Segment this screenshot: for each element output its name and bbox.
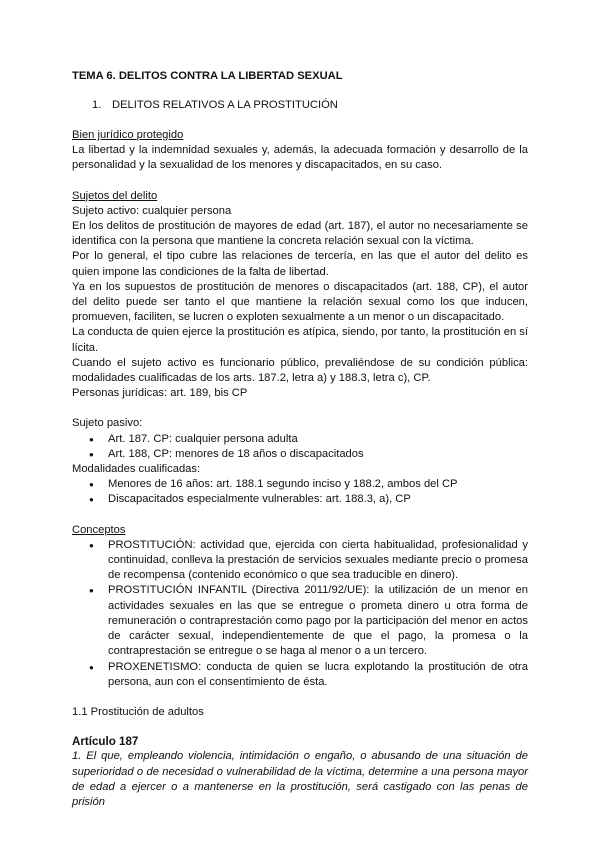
sujetos-paragraph: Ya en los supuestos de prostitución de menores o discapacitados (art. 188, CP), el autor del delito puede ser tanto el que mantiene la relación sexual como los que inducen, promueven, faciliten, se lucren o exploten sexualmente a un menor o un discapacitado. bbox=[72, 280, 528, 324]
list-item: ● Art. 188, CP: menores de 18 años o discapacitados bbox=[72, 447, 528, 462]
sujeto-pasivo-heading: Sujeto pasivo: bbox=[72, 417, 143, 430]
bien-juridico-heading: Bien jurídico protegido bbox=[72, 129, 184, 141]
section-number: 1. bbox=[92, 99, 102, 111]
sujetos-paragraph: En los delitos de prostitución de mayores de edad (art. 187), el autor no necesariamente se identifica con la persona que mantiene la concreta relación sexual con la víctima. bbox=[72, 220, 528, 248]
sujetos-paragraph: Por lo general, el tipo cubre las relaciones de tercería, en las que el autor del delito es quien impone las condiciones de la falta de libertad. bbox=[72, 250, 528, 278]
list-item: ● Discapacitados especialmente vulnerables: art. 188.3, a), CP bbox=[72, 492, 528, 507]
sujeto-pasivo-block bbox=[72, 416, 528, 507]
list-item: ● Art. 187. CP: cualquier persona adulta bbox=[72, 432, 528, 447]
sujeto-pasivo-list bbox=[72, 432, 528, 462]
bien-juridico-text: La libertad y la indemnidad sexuales y, además, la adecuada formación y desarrollo de la personalidad y la sexualidad de los menores y discapacitados, en su caso. bbox=[72, 144, 528, 172]
sujetos-paragraph: La conducta de quien ejerce la prostitución es atípica, siendo, por tanto, la prostitución en sí lícita. bbox=[72, 326, 528, 354]
modalidades-list bbox=[72, 477, 528, 507]
sujetos-block bbox=[72, 189, 528, 402]
conceptos-heading: Conceptos bbox=[72, 523, 126, 536]
sujetos-paragraph: Cuando el sujeto activo es funcionario público, prevaliéndose de su condición pública: modalidades cualificadas de los arts. 187.2, letra a) y 188.3, letra c), CP. bbox=[72, 356, 528, 385]
sujeto-activo-line: Sujeto activo: cualquier persona bbox=[72, 204, 232, 217]
conceptos-list bbox=[72, 538, 528, 690]
list-item: ● PROSTITUCIÓN INFANTIL (Directiva 2011/92/UE): la utilización de un menor en actividades sexuales en las que se entregue o prometa dinero u otra forma de remuneración o contraprestación como pago por la participación del menor en actos de carácter sexual, independientemente de que el pago, la promesa o la contraprestación se entregue o se haga al menor o a un tercero. bbox=[72, 583, 528, 659]
personas-juridicas-line: Personas jurídicas: art. 189, bis CP bbox=[72, 387, 248, 400]
article-text: 1. El que, empleando violencia, intimidación o engaño, o abusando de una situación de superioridad o de necesidad o vulnerabilidad de la víctima, determine a una persona mayor de edad a ejercer o a mantenerse en la prostitución, será castigado con las penas de prisión bbox=[72, 750, 528, 808]
list-item: ● PROSTITUCIÓN: actividad que, ejercida con cierta habitualidad, profesionalidad y continuidad, conlleva la prestación de servicios sexuales mediante precio o promesa de recompensa (contenido económico o que sea traducible en dinero). bbox=[72, 538, 528, 584]
section-label: DELITOS RELATIVOS A LA PROSTITUCIÓN bbox=[112, 99, 338, 111]
article-heading: Artículo 187 bbox=[72, 735, 139, 749]
modalidades-heading: Modalidades cualificadas: bbox=[72, 463, 201, 476]
section-heading bbox=[92, 98, 528, 113]
subsection-heading: 1.1 Prostitución de adultos bbox=[72, 705, 204, 718]
sujetos-heading: Sujetos del delito bbox=[72, 189, 158, 202]
list-item: ● Menores de 16 años: art. 188.1 segundo inciso y 188.2, ambos del CP bbox=[72, 477, 528, 492]
bien-juridico-block bbox=[72, 128, 528, 174]
conceptos-block bbox=[72, 523, 528, 690]
list-item: ● PROXENETISMO: conducta de quien se lucra explotando la prostitución de otra persona, aun con el consentimiento de ésta. bbox=[72, 660, 528, 690]
document-title: TEMA 6. DELITOS CONTRA LA LIBERTAD SEXUAL bbox=[72, 70, 343, 82]
